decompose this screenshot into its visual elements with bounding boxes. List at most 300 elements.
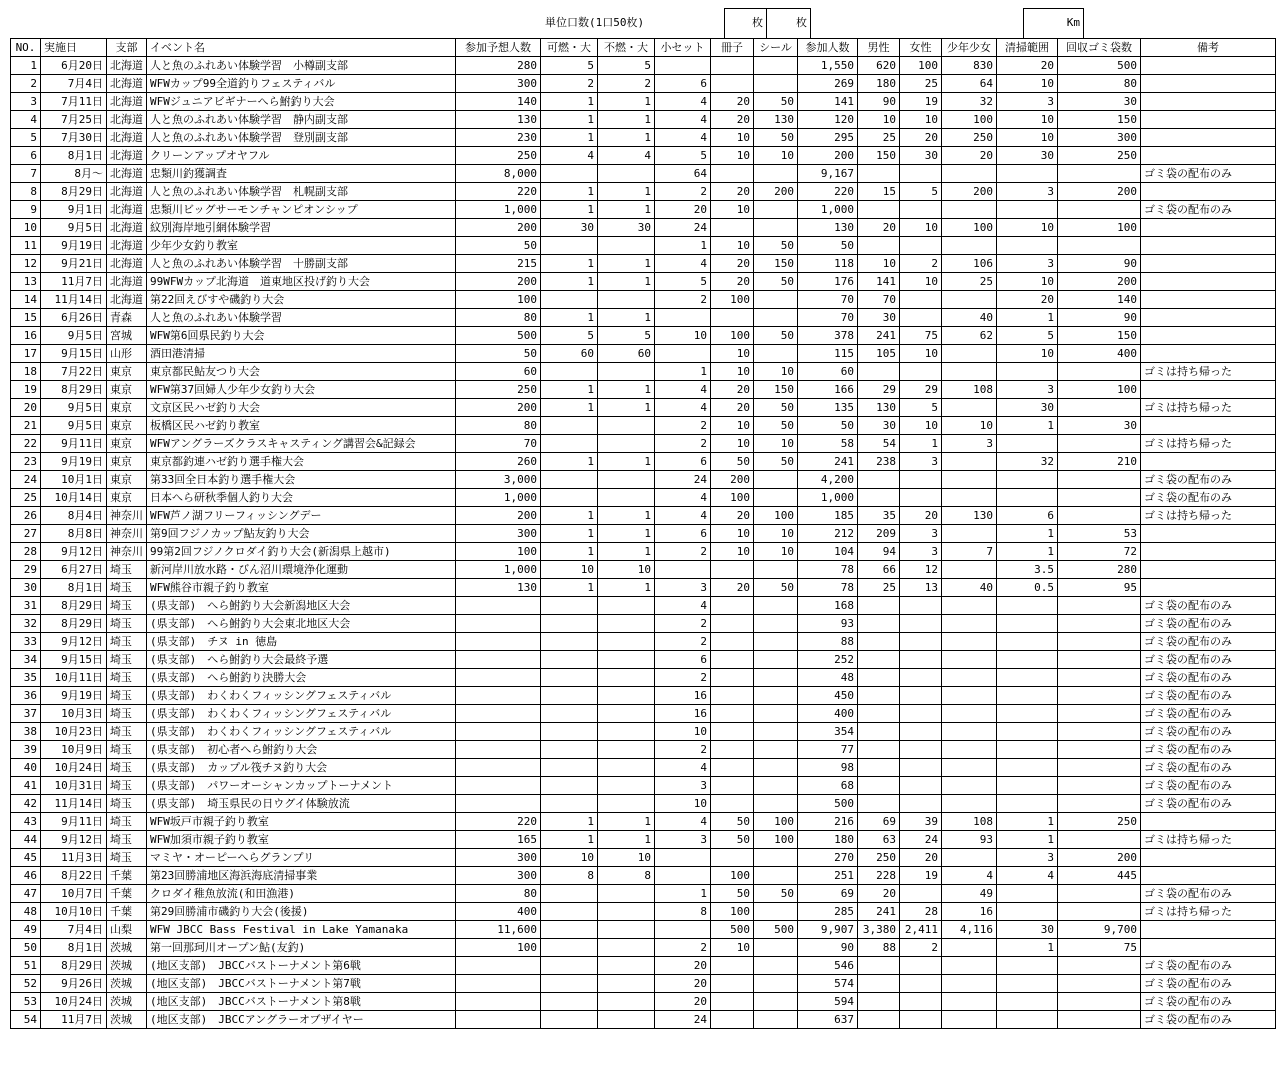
table-cell[interactable]: (県支部) カップル筏チヌ釣り大会 <box>147 759 456 777</box>
table-cell[interactable]: 7月4日 <box>41 921 107 939</box>
table-cell[interactable]: 70 <box>456 435 541 453</box>
table-cell[interactable]: 9月12日 <box>41 633 107 651</box>
table-cell[interactable]: 4 <box>655 597 711 615</box>
table-cell[interactable]: 20 <box>858 219 900 237</box>
table-cell[interactable]: 1 <box>655 237 711 255</box>
table-cell[interactable]: 300 <box>456 849 541 867</box>
table-cell[interactable]: 250 <box>858 849 900 867</box>
table-cell[interactable]: 30 <box>1058 417 1141 435</box>
table-cell[interactable] <box>1058 363 1141 381</box>
table-cell[interactable] <box>754 957 798 975</box>
table-cell[interactable]: 17 <box>11 345 41 363</box>
table-cell[interactable] <box>997 903 1058 921</box>
table-cell[interactable] <box>942 939 997 957</box>
column-header[interactable]: 冊子 <box>711 39 754 57</box>
table-cell[interactable]: 20 <box>711 579 754 597</box>
table-cell[interactable]: 20 <box>942 147 997 165</box>
table-cell[interactable]: 北海道 <box>107 291 147 309</box>
table-cell[interactable]: 250 <box>456 147 541 165</box>
table-cell[interactable]: 500 <box>754 921 798 939</box>
table-cell[interactable]: 3 <box>655 579 711 597</box>
table-cell[interactable]: 3 <box>900 543 942 561</box>
table-cell[interactable]: 宮城 <box>107 327 147 345</box>
table-cell[interactable]: 90 <box>1058 255 1141 273</box>
table-cell[interactable]: 100 <box>754 507 798 525</box>
table-cell[interactable]: 135 <box>798 399 858 417</box>
table-cell[interactable]: 200 <box>798 147 858 165</box>
table-cell[interactable] <box>541 615 598 633</box>
table-cell[interactable]: 埼玉 <box>107 705 147 723</box>
table-cell[interactable]: 6月20日 <box>41 57 107 75</box>
table-cell[interactable] <box>1141 273 1276 291</box>
table-cell[interactable]: ゴミ袋の配布のみ <box>1141 597 1276 615</box>
table-cell[interactable]: 茨城 <box>107 957 147 975</box>
table-cell[interactable] <box>1058 831 1141 849</box>
table-cell[interactable]: 10 <box>900 219 942 237</box>
table-cell[interactable]: 9月5日 <box>41 327 107 345</box>
table-cell[interactable] <box>1058 705 1141 723</box>
table-cell[interactable]: 50 <box>456 237 541 255</box>
table-cell[interactable]: 4,116 <box>942 921 997 939</box>
table-cell[interactable]: 10月31日 <box>41 777 107 795</box>
table-cell[interactable] <box>1058 975 1141 993</box>
column-header[interactable]: 可燃・大 <box>541 39 598 57</box>
table-cell[interactable] <box>541 291 598 309</box>
table-cell[interactable]: 1 <box>598 507 655 525</box>
table-cell[interactable]: 4 <box>655 255 711 273</box>
table-cell[interactable]: ゴミ袋の配布のみ <box>1141 201 1276 219</box>
table-cell[interactable]: 1 <box>541 507 598 525</box>
table-cell[interactable]: 250 <box>1058 813 1141 831</box>
table-cell[interactable]: (県支部) チヌ in 徳島 <box>147 633 456 651</box>
table-cell[interactable]: 青森 <box>107 309 147 327</box>
table-cell[interactable]: 20 <box>655 975 711 993</box>
table-cell[interactable] <box>598 633 655 651</box>
table-cell[interactable]: 10 <box>997 345 1058 363</box>
table-cell[interactable]: 10 <box>858 255 900 273</box>
table-cell[interactable]: 50 <box>711 885 754 903</box>
table-cell[interactable] <box>598 489 655 507</box>
table-cell[interactable]: 130 <box>942 507 997 525</box>
table-cell[interactable] <box>858 705 900 723</box>
table-cell[interactable]: 東京 <box>107 435 147 453</box>
table-cell[interactable]: 300 <box>456 525 541 543</box>
table-cell[interactable]: 20 <box>858 885 900 903</box>
table-cell[interactable]: 40 <box>942 579 997 597</box>
table-cell[interactable]: ゴミは持ち帰った <box>1141 831 1276 849</box>
table-cell[interactable]: 50 <box>754 129 798 147</box>
table-cell[interactable]: 日本へら研秋季個人釣り大会 <box>147 489 456 507</box>
table-cell[interactable]: ゴミ袋の配布のみ <box>1141 651 1276 669</box>
table-cell[interactable] <box>942 453 997 471</box>
table-cell[interactable] <box>1141 147 1276 165</box>
table-cell[interactable]: 20 <box>655 957 711 975</box>
table-cell[interactable]: 35 <box>858 507 900 525</box>
table-cell[interactable]: 250 <box>1058 147 1141 165</box>
table-cell[interactable]: 20 <box>711 507 754 525</box>
table-cell[interactable]: 9,167 <box>798 165 858 183</box>
table-cell[interactable]: WFW芦ノ湖フリーフィッシングデー <box>147 507 456 525</box>
table-cell[interactable] <box>1141 93 1276 111</box>
table-cell[interactable]: 6 <box>997 507 1058 525</box>
table-cell[interactable] <box>1058 597 1141 615</box>
table-cell[interactable]: 98 <box>798 759 858 777</box>
table-cell[interactable]: 33 <box>11 633 41 651</box>
column-header[interactable]: NO. <box>11 39 41 57</box>
table-cell[interactable] <box>754 975 798 993</box>
table-cell[interactable]: 4 <box>942 867 997 885</box>
table-cell[interactable] <box>711 597 754 615</box>
table-cell[interactable] <box>711 723 754 741</box>
table-cell[interactable]: 8月29日 <box>41 615 107 633</box>
table-cell[interactable]: 9月5日 <box>41 399 107 417</box>
column-header[interactable]: 支部 <box>107 39 147 57</box>
table-cell[interactable]: 4 <box>655 93 711 111</box>
table-cell[interactable] <box>942 687 997 705</box>
table-cell[interactable] <box>1141 219 1276 237</box>
table-cell[interactable]: 1 <box>598 255 655 273</box>
table-cell[interactable]: ゴミ袋の配布のみ <box>1141 741 1276 759</box>
column-header[interactable]: シール <box>754 39 798 57</box>
table-cell[interactable]: 20 <box>711 111 754 129</box>
table-cell[interactable]: 50 <box>711 831 754 849</box>
table-cell[interactable]: 140 <box>1058 291 1141 309</box>
table-cell[interactable]: 11月14日 <box>41 291 107 309</box>
table-cell[interactable]: 6 <box>655 453 711 471</box>
table-cell[interactable]: 77 <box>798 741 858 759</box>
table-cell[interactable] <box>1141 381 1276 399</box>
table-cell[interactable]: 93 <box>798 615 858 633</box>
table-cell[interactable]: ゴミ袋の配布のみ <box>1141 687 1276 705</box>
table-cell[interactable]: 1 <box>541 111 598 129</box>
table-cell[interactable]: 人と魚のふれあい体験学習 登別副支部 <box>147 129 456 147</box>
table-cell[interactable]: 30 <box>997 399 1058 417</box>
table-cell[interactable] <box>1058 633 1141 651</box>
table-cell[interactable] <box>1141 237 1276 255</box>
table-cell[interactable]: 北海道 <box>107 129 147 147</box>
table-cell[interactable] <box>942 363 997 381</box>
table-cell[interactable]: 150 <box>754 381 798 399</box>
table-cell[interactable]: 8月29日 <box>41 381 107 399</box>
table-cell[interactable]: 100 <box>1058 381 1141 399</box>
table-cell[interactable] <box>655 867 711 885</box>
table-cell[interactable]: 130 <box>456 579 541 597</box>
table-cell[interactable]: 3 <box>997 849 1058 867</box>
table-cell[interactable]: 150 <box>1058 327 1141 345</box>
table-cell[interactable]: 1 <box>997 525 1058 543</box>
table-cell[interactable]: 9,700 <box>1058 921 1141 939</box>
table-cell[interactable]: 25 <box>942 273 997 291</box>
table-cell[interactable]: 18 <box>11 363 41 381</box>
table-cell[interactable] <box>997 237 1058 255</box>
table-cell[interactable]: 200 <box>456 507 541 525</box>
table-cell[interactable] <box>456 597 541 615</box>
table-cell[interactable]: 4 <box>655 381 711 399</box>
table-cell[interactable] <box>754 903 798 921</box>
table-cell[interactable]: 50 <box>754 273 798 291</box>
table-cell[interactable] <box>1141 129 1276 147</box>
table-cell[interactable]: ゴミ袋の配布のみ <box>1141 759 1276 777</box>
table-cell[interactable]: 埼玉 <box>107 723 147 741</box>
table-cell[interactable] <box>858 201 900 219</box>
table-cell[interactable]: 95 <box>1058 579 1141 597</box>
table-cell[interactable]: 200 <box>1058 273 1141 291</box>
table-cell[interactable] <box>754 345 798 363</box>
table-cell[interactable]: 東京 <box>107 489 147 507</box>
table-cell[interactable] <box>900 633 942 651</box>
table-cell[interactable]: 50 <box>11 939 41 957</box>
table-cell[interactable] <box>541 651 598 669</box>
table-cell[interactable]: 1 <box>541 381 598 399</box>
table-cell[interactable] <box>942 165 997 183</box>
table-cell[interactable]: 10 <box>711 345 754 363</box>
table-cell[interactable] <box>942 777 997 795</box>
table-cell[interactable]: ゴミ袋の配布のみ <box>1141 975 1276 993</box>
table-cell[interactable]: 第一回那珂川オープン鮎(友釣) <box>147 939 456 957</box>
table-cell[interactable]: 10 <box>711 435 754 453</box>
table-cell[interactable] <box>1141 579 1276 597</box>
table-cell[interactable] <box>711 795 754 813</box>
table-cell[interactable]: 80 <box>456 417 541 435</box>
table-cell[interactable]: 3 <box>942 435 997 453</box>
table-cell[interactable]: 20 <box>11 399 41 417</box>
table-cell[interactable]: 10月23日 <box>41 723 107 741</box>
table-cell[interactable] <box>1141 939 1276 957</box>
column-header[interactable]: 男性 <box>858 39 900 57</box>
table-cell[interactable] <box>1141 525 1276 543</box>
table-cell[interactable] <box>900 615 942 633</box>
table-cell[interactable] <box>942 561 997 579</box>
table-cell[interactable]: 75 <box>1058 939 1141 957</box>
table-cell[interactable]: 100 <box>456 939 541 957</box>
table-cell[interactable]: 80 <box>456 309 541 327</box>
table-cell[interactable]: 5 <box>598 327 655 345</box>
table-cell[interactable] <box>456 777 541 795</box>
table-cell[interactable]: 3 <box>997 183 1058 201</box>
table-cell[interactable]: 20 <box>711 183 754 201</box>
table-cell[interactable]: 23 <box>11 453 41 471</box>
table-cell[interactable]: 埼玉 <box>107 561 147 579</box>
table-cell[interactable] <box>598 741 655 759</box>
column-header[interactable]: 回収ゴミ袋数 <box>1058 39 1141 57</box>
table-cell[interactable]: 酒田港清掃 <box>147 345 456 363</box>
table-cell[interactable]: 200 <box>1058 183 1141 201</box>
table-cell[interactable]: 51 <box>11 957 41 975</box>
table-cell[interactable]: 1,550 <box>798 57 858 75</box>
table-cell[interactable] <box>754 669 798 687</box>
table-cell[interactable] <box>711 777 754 795</box>
column-header[interactable]: 備考 <box>1141 39 1276 57</box>
table-cell[interactable] <box>598 777 655 795</box>
table-cell[interactable]: ゴミは持ち帰った <box>1141 399 1276 417</box>
table-cell[interactable]: 2 <box>655 939 711 957</box>
table-cell[interactable] <box>1058 993 1141 1011</box>
table-cell[interactable] <box>997 633 1058 651</box>
table-cell[interactable]: 8月1日 <box>41 579 107 597</box>
table-cell[interactable] <box>858 777 900 795</box>
table-cell[interactable]: 5 <box>541 327 598 345</box>
table-cell[interactable]: 第29回勝浦市磯釣り大会(後援) <box>147 903 456 921</box>
table-cell[interactable] <box>900 309 942 327</box>
column-header[interactable]: 小セット <box>655 39 711 57</box>
table-cell[interactable]: 2 <box>655 183 711 201</box>
table-cell[interactable]: 19 <box>900 867 942 885</box>
table-cell[interactable]: 2 <box>655 291 711 309</box>
table-cell[interactable]: 141 <box>858 273 900 291</box>
table-cell[interactable]: (県支部) わくわくフィッシングフェスティバル <box>147 687 456 705</box>
table-cell[interactable]: 50 <box>754 237 798 255</box>
table-cell[interactable]: 茨城 <box>107 975 147 993</box>
table-cell[interactable]: 東京 <box>107 399 147 417</box>
table-cell[interactable]: 第33回全日本釣り選手権大会 <box>147 471 456 489</box>
table-cell[interactable]: 1 <box>541 831 598 849</box>
table-cell[interactable]: 7月11日 <box>41 93 107 111</box>
table-cell[interactable]: 285 <box>798 903 858 921</box>
table-cell[interactable]: 9月12日 <box>41 831 107 849</box>
table-cell[interactable]: (県支部) わくわくフィッシングフェスティバル <box>147 705 456 723</box>
table-cell[interactable] <box>858 363 900 381</box>
table-cell[interactable]: 1 <box>598 93 655 111</box>
table-cell[interactable]: 第9回フジノカップ鮎友釣り大会 <box>147 525 456 543</box>
table-cell[interactable]: 15 <box>858 183 900 201</box>
table-cell[interactable]: 8月22日 <box>41 867 107 885</box>
table-cell[interactable] <box>942 633 997 651</box>
table-cell[interactable]: 10 <box>997 75 1058 93</box>
table-cell[interactable] <box>711 741 754 759</box>
table-cell[interactable] <box>754 561 798 579</box>
table-cell[interactable]: 49 <box>11 921 41 939</box>
table-cell[interactable]: 54 <box>858 435 900 453</box>
table-cell[interactable] <box>942 723 997 741</box>
table-cell[interactable] <box>598 993 655 1011</box>
table-cell[interactable] <box>942 795 997 813</box>
table-cell[interactable]: 1 <box>541 813 598 831</box>
table-cell[interactable] <box>754 291 798 309</box>
table-cell[interactable]: 北海道 <box>107 93 147 111</box>
table-cell[interactable]: 130 <box>754 111 798 129</box>
table-cell[interactable]: 60 <box>456 363 541 381</box>
table-cell[interactable]: 12 <box>900 561 942 579</box>
table-cell[interactable]: 830 <box>942 57 997 75</box>
table-cell[interactable]: 69 <box>858 813 900 831</box>
table-cell[interactable]: 茨城 <box>107 939 147 957</box>
table-cell[interactable]: 8月29日 <box>41 183 107 201</box>
table-cell[interactable]: 220 <box>798 183 858 201</box>
table-cell[interactable] <box>1058 237 1141 255</box>
table-cell[interactable]: 埼玉 <box>107 795 147 813</box>
table-cell[interactable]: 4 <box>655 759 711 777</box>
table-cell[interactable]: 北海道 <box>107 255 147 273</box>
column-header[interactable]: イベント名 <box>147 39 456 57</box>
table-cell[interactable] <box>456 633 541 651</box>
table-cell[interactable] <box>598 471 655 489</box>
table-cell[interactable]: 50 <box>754 93 798 111</box>
table-cell[interactable]: ゴミ袋の配布のみ <box>1141 993 1276 1011</box>
table-cell[interactable]: 30 <box>997 921 1058 939</box>
table-cell[interactable]: 9 <box>11 201 41 219</box>
table-cell[interactable]: 茨城 <box>107 993 147 1011</box>
table-cell[interactable]: (県支部) 埼玉県民の日ウグイ体験放流 <box>147 795 456 813</box>
table-cell[interactable]: 70 <box>798 309 858 327</box>
table-cell[interactable] <box>456 1011 541 1029</box>
table-cell[interactable] <box>858 975 900 993</box>
table-cell[interactable] <box>1141 561 1276 579</box>
table-cell[interactable]: 53 <box>11 993 41 1011</box>
table-cell[interactable]: 280 <box>456 57 541 75</box>
table-cell[interactable]: 16 <box>655 687 711 705</box>
table-cell[interactable] <box>900 795 942 813</box>
table-cell[interactable] <box>1141 57 1276 75</box>
table-cell[interactable]: 10 <box>541 849 598 867</box>
table-cell[interactable] <box>942 975 997 993</box>
table-cell[interactable]: ゴミ袋の配布のみ <box>1141 705 1276 723</box>
table-cell[interactable]: 445 <box>1058 867 1141 885</box>
table-cell[interactable]: ゴミ袋の配布のみ <box>1141 669 1276 687</box>
table-cell[interactable] <box>541 993 598 1011</box>
table-cell[interactable] <box>1141 417 1276 435</box>
table-cell[interactable]: 36 <box>11 687 41 705</box>
table-cell[interactable] <box>1141 183 1276 201</box>
table-cell[interactable]: 10 <box>711 237 754 255</box>
table-cell[interactable]: 千葉 <box>107 903 147 921</box>
table-cell[interactable] <box>711 309 754 327</box>
table-cell[interactable]: 11 <box>11 237 41 255</box>
table-cell[interactable]: 北海道 <box>107 111 147 129</box>
table-cell[interactable]: ゴミ袋の配布のみ <box>1141 633 1276 651</box>
table-cell[interactable] <box>711 75 754 93</box>
table-cell[interactable]: ゴミは持ち帰った <box>1141 363 1276 381</box>
table-cell[interactable]: 10 <box>997 273 1058 291</box>
table-cell[interactable]: 11月14日 <box>41 795 107 813</box>
table-cell[interactable]: 5 <box>900 183 942 201</box>
table-cell[interactable]: 20 <box>711 273 754 291</box>
table-cell[interactable] <box>598 237 655 255</box>
table-cell[interactable] <box>598 687 655 705</box>
table-cell[interactable]: 人と魚のふれあい体験学習 <box>147 309 456 327</box>
table-cell[interactable]: 2 <box>655 615 711 633</box>
table-cell[interactable]: 1 <box>997 939 1058 957</box>
table-cell[interactable] <box>858 669 900 687</box>
table-cell[interactable] <box>541 795 598 813</box>
table-cell[interactable]: 16 <box>655 705 711 723</box>
table-cell[interactable] <box>900 597 942 615</box>
table-cell[interactable] <box>858 741 900 759</box>
table-cell[interactable]: 44 <box>11 831 41 849</box>
table-cell[interactable]: 10 <box>598 849 655 867</box>
table-cell[interactable] <box>598 615 655 633</box>
table-cell[interactable]: ゴミは持ち帰った <box>1141 903 1276 921</box>
table-cell[interactable] <box>711 759 754 777</box>
table-cell[interactable]: 11月7日 <box>41 273 107 291</box>
table-cell[interactable]: 北海道 <box>107 273 147 291</box>
table-cell[interactable]: 4 <box>541 147 598 165</box>
table-cell[interactable]: 20 <box>711 399 754 417</box>
table-cell[interactable] <box>711 669 754 687</box>
table-cell[interactable]: 210 <box>1058 453 1141 471</box>
table-cell[interactable] <box>1058 165 1141 183</box>
table-cell[interactable]: 10 <box>655 327 711 345</box>
table-cell[interactable]: 104 <box>798 543 858 561</box>
table-cell[interactable]: 21 <box>11 417 41 435</box>
table-cell[interactable]: 7月25日 <box>41 111 107 129</box>
table-cell[interactable] <box>900 363 942 381</box>
table-cell[interactable]: 10 <box>900 111 942 129</box>
table-cell[interactable] <box>942 759 997 777</box>
table-cell[interactable] <box>598 651 655 669</box>
table-cell[interactable]: 2 <box>655 543 711 561</box>
table-cell[interactable]: ゴミ袋の配布のみ <box>1141 615 1276 633</box>
table-cell[interactable]: 8 <box>655 903 711 921</box>
